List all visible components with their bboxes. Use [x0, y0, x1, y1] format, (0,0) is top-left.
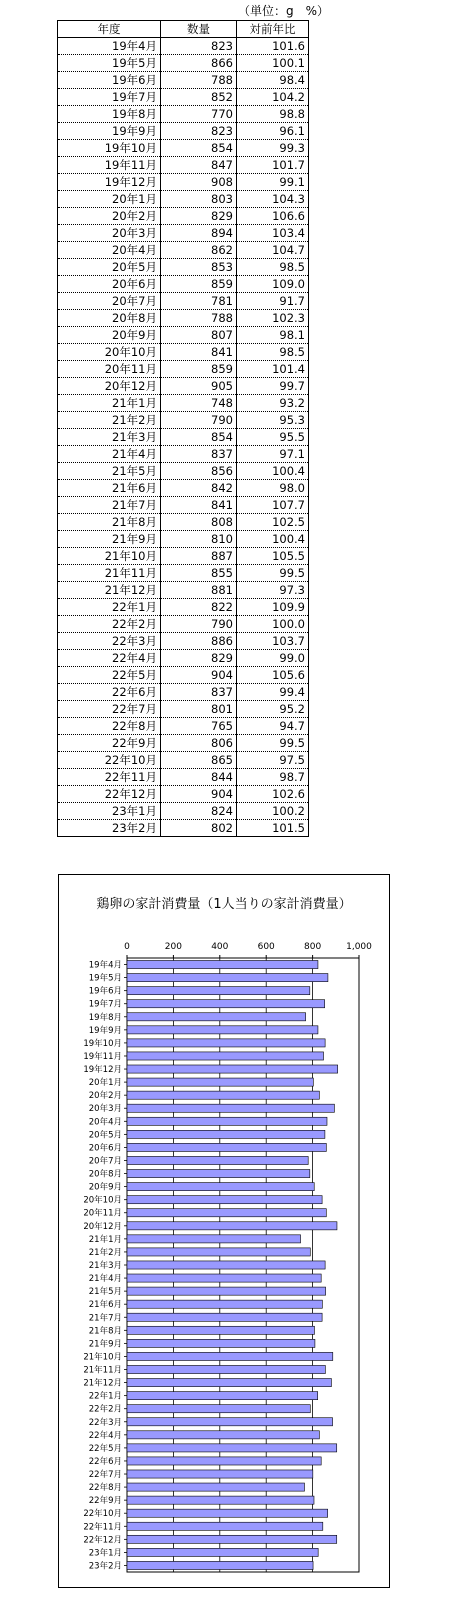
table-row [58, 735, 309, 752]
y-tick-label: 20年2月 [88, 1091, 122, 1102]
bar [127, 1078, 313, 1086]
y-tick-label: 22年6月 [88, 1456, 122, 1467]
cell-yoy: 91.7 [237, 293, 309, 310]
table-row [58, 310, 309, 327]
cell-month: 20年2月 [58, 208, 161, 225]
bar [127, 1274, 321, 1282]
table-row [58, 803, 309, 820]
x-tick-label: 600 [257, 942, 275, 952]
cell-month: 21年4月 [58, 446, 161, 463]
bar [127, 1039, 325, 1047]
cell-quantity: 855 [161, 565, 237, 582]
x-tick-label: 0 [124, 942, 130, 952]
cell-quantity: 908 [161, 174, 237, 191]
cell-month: 22年2月 [58, 616, 161, 633]
y-tick-label: 19年5月 [88, 973, 122, 984]
bar [127, 1431, 319, 1439]
cell-month: 19年4月 [58, 38, 161, 55]
y-tick-label: 21年9月 [88, 1339, 122, 1350]
y-tick-label: 21年2月 [88, 1247, 122, 1258]
cell-month: 23年2月 [58, 820, 161, 837]
cell-quantity: 853 [161, 259, 237, 276]
cell-quantity: 904 [161, 786, 237, 803]
cell-yoy: 100.1 [237, 55, 309, 72]
cell-yoy: 96.1 [237, 123, 309, 140]
bar [127, 1483, 304, 1491]
table-row [58, 565, 309, 582]
cell-month: 19年6月 [58, 72, 161, 89]
cell-quantity: 854 [161, 429, 237, 446]
bar [127, 1156, 308, 1164]
cell-quantity: 808 [161, 514, 237, 531]
table-row [58, 293, 309, 310]
table-row [58, 514, 309, 531]
cell-quantity: 905 [161, 378, 237, 395]
cell-quantity: 842 [161, 480, 237, 497]
table-row [58, 497, 309, 514]
cell-month: 19年12月 [58, 174, 161, 191]
cell-month: 21年12月 [58, 582, 161, 599]
cell-yoy: 99.5 [237, 735, 309, 752]
table-row [58, 395, 309, 412]
bar [127, 1013, 306, 1021]
y-tick-label: 21年8月 [88, 1326, 122, 1337]
cell-quantity: 788 [161, 310, 237, 327]
table-row [58, 718, 309, 735]
cell-quantity: 803 [161, 191, 237, 208]
bar [127, 1326, 314, 1334]
cell-month: 21年6月 [58, 480, 161, 497]
bar-chart [59, 875, 391, 1589]
cell-quantity: 844 [161, 769, 237, 786]
cell-month: 22年6月 [58, 684, 161, 701]
table-header-row [58, 21, 309, 38]
bar [127, 1209, 326, 1217]
cell-month: 20年1月 [58, 191, 161, 208]
cell-month: 20年3月 [58, 225, 161, 242]
cell-quantity: 837 [161, 684, 237, 701]
bar [127, 1509, 328, 1517]
cell-month: 22年10月 [58, 752, 161, 769]
bar [127, 1418, 333, 1426]
bar [127, 1313, 322, 1321]
y-tick-label: 21年6月 [88, 1300, 122, 1311]
bar [127, 1365, 325, 1373]
cell-yoy: 109.9 [237, 599, 309, 616]
cell-yoy: 99.7 [237, 378, 309, 395]
bar [127, 1091, 319, 1099]
cell-yoy: 93.2 [237, 395, 309, 412]
cell-month: 19年10月 [58, 140, 161, 157]
cell-quantity: 847 [161, 157, 237, 174]
cell-quantity: 862 [161, 242, 237, 259]
x-tick-label: 800 [304, 942, 322, 952]
cell-month: 22年9月 [58, 735, 161, 752]
y-tick-label: 23年1月 [88, 1548, 122, 1559]
cell-quantity: 852 [161, 89, 237, 106]
bar [127, 1130, 325, 1138]
y-tick-label: 23年2月 [88, 1561, 122, 1572]
cell-yoy: 99.3 [237, 140, 309, 157]
cell-yoy: 98.0 [237, 480, 309, 497]
cell-yoy: 101.4 [237, 361, 309, 378]
cell-yoy: 105.6 [237, 667, 309, 684]
y-tick-label: 19年6月 [88, 986, 122, 997]
cell-month: 20年8月 [58, 310, 161, 327]
bar [127, 1470, 313, 1478]
y-tick-label: 21年4月 [88, 1274, 122, 1285]
x-tick-label: 1,000 [346, 942, 372, 952]
table-row [58, 582, 309, 599]
bar [127, 960, 318, 968]
bar [127, 1104, 334, 1112]
cell-quantity: 866 [161, 55, 237, 72]
cell-month: 22年8月 [58, 718, 161, 735]
y-tick-label: 20年1月 [88, 1078, 122, 1089]
y-tick-label: 22年5月 [88, 1443, 122, 1454]
y-tick-label: 19年12月 [83, 1065, 122, 1076]
y-tick-label: 21年7月 [88, 1313, 122, 1324]
cell-quantity: 790 [161, 412, 237, 429]
bar [127, 1548, 318, 1556]
cell-quantity: 859 [161, 276, 237, 293]
y-tick-label: 19年11月 [83, 1051, 122, 1062]
cell-yoy: 103.7 [237, 633, 309, 650]
header-quantity: 数量 [161, 21, 237, 38]
table-row [58, 72, 309, 89]
cell-yoy: 98.5 [237, 259, 309, 276]
cell-yoy: 99.1 [237, 174, 309, 191]
cell-month: 21年10月 [58, 548, 161, 565]
table-row [58, 378, 309, 395]
cell-quantity: 859 [161, 361, 237, 378]
table-row [58, 752, 309, 769]
y-tick-label: 21年12月 [83, 1378, 122, 1389]
table-row [58, 769, 309, 786]
y-tick-label: 21年3月 [88, 1261, 122, 1271]
cell-quantity: 837 [161, 446, 237, 463]
bar [127, 1235, 301, 1243]
cell-yoy: 97.1 [237, 446, 309, 463]
cell-yoy: 101.5 [237, 820, 309, 837]
table-row [58, 225, 309, 242]
cell-yoy: 98.7 [237, 769, 309, 786]
table-row [58, 650, 309, 667]
header-year: 年度 [58, 21, 161, 38]
bar [127, 1561, 313, 1569]
table-row [58, 616, 309, 633]
cell-quantity: 841 [161, 497, 237, 514]
cell-yoy: 101.7 [237, 157, 309, 174]
data-table [57, 20, 309, 837]
cell-yoy: 98.4 [237, 72, 309, 89]
table-row [58, 242, 309, 259]
cell-yoy: 102.6 [237, 786, 309, 803]
header-yoy: 対前年比 [237, 21, 309, 38]
cell-quantity: 829 [161, 208, 237, 225]
cell-yoy: 97.5 [237, 752, 309, 769]
cell-yoy: 109.0 [237, 276, 309, 293]
cell-yoy: 100.4 [237, 463, 309, 480]
bar [127, 1496, 314, 1504]
cell-month: 21年11月 [58, 565, 161, 582]
cell-month: 22年11月 [58, 769, 161, 786]
cell-quantity: 887 [161, 548, 237, 565]
table-row [58, 633, 309, 650]
table-row [58, 480, 309, 497]
bar [127, 987, 310, 995]
table-row [58, 89, 309, 106]
bar [127, 974, 328, 982]
table-row [58, 106, 309, 123]
cell-yoy: 101.6 [237, 38, 309, 55]
cell-quantity: 765 [161, 718, 237, 735]
cell-quantity: 781 [161, 293, 237, 310]
y-tick-label: 20年10月 [83, 1195, 122, 1206]
x-tick-label: 200 [164, 942, 182, 952]
y-tick-label: 22年8月 [88, 1483, 122, 1494]
cell-month: 21年2月 [58, 412, 161, 429]
table-row [58, 38, 309, 55]
y-tick-label: 22年4月 [88, 1430, 122, 1441]
bar [127, 1196, 322, 1204]
y-tick-label: 21年10月 [83, 1352, 122, 1363]
table-row [58, 191, 309, 208]
cell-yoy: 95.2 [237, 701, 309, 718]
table-row [58, 701, 309, 718]
cell-month: 22年4月 [58, 650, 161, 667]
cell-yoy: 104.3 [237, 191, 309, 208]
cell-yoy: 104.2 [237, 89, 309, 106]
bar [127, 1379, 331, 1387]
cell-month: 19年8月 [58, 106, 161, 123]
table-row [58, 140, 309, 157]
table-row [58, 786, 309, 803]
y-tick-label: 22年7月 [88, 1470, 122, 1481]
cell-month: 20年9月 [58, 327, 161, 344]
table-row [58, 344, 309, 361]
cell-quantity: 823 [161, 123, 237, 140]
cell-quantity: 788 [161, 72, 237, 89]
table-body [58, 38, 309, 837]
y-tick-label: 20年11月 [83, 1208, 122, 1219]
cell-quantity: 790 [161, 616, 237, 633]
cell-quantity: 865 [161, 752, 237, 769]
cell-month: 19年7月 [58, 89, 161, 106]
bar [127, 1444, 337, 1452]
cell-yoy: 106.6 [237, 208, 309, 225]
cell-quantity: 770 [161, 106, 237, 123]
y-tick-label: 22年3月 [88, 1417, 122, 1428]
cell-yoy: 100.4 [237, 531, 309, 548]
y-tick-label: 20年6月 [88, 1143, 122, 1154]
y-tick-label: 20年7月 [88, 1156, 122, 1167]
cell-quantity: 801 [161, 701, 237, 718]
cell-month: 20年11月 [58, 361, 161, 378]
cell-quantity: 823 [161, 38, 237, 55]
bar [127, 1352, 333, 1360]
table-row [58, 820, 309, 837]
table-row [58, 412, 309, 429]
cell-yoy: 99.0 [237, 650, 309, 667]
cell-month: 22年3月 [58, 633, 161, 650]
cell-yoy: 98.8 [237, 106, 309, 123]
table-row [58, 276, 309, 293]
unit-label: （単位：g %） [238, 4, 330, 18]
cell-month: 20年12月 [58, 378, 161, 395]
table-row [58, 446, 309, 463]
cell-yoy: 98.1 [237, 327, 309, 344]
y-tick-label: 22年9月 [88, 1496, 122, 1507]
bar [127, 1170, 310, 1178]
cell-month: 21年9月 [58, 531, 161, 548]
cell-quantity: 824 [161, 803, 237, 820]
table-row [58, 55, 309, 72]
bar [127, 1117, 327, 1125]
cell-month: 23年1月 [58, 803, 161, 820]
cell-yoy: 100.2 [237, 803, 309, 820]
cell-month: 22年5月 [58, 667, 161, 684]
cell-month: 20年10月 [58, 344, 161, 361]
y-tick-label: 20年8月 [88, 1169, 122, 1180]
cell-yoy: 95.5 [237, 429, 309, 446]
y-tick-label: 20年3月 [88, 1104, 122, 1115]
y-tick-label: 21年5月 [88, 1287, 122, 1298]
y-tick-label: 19年4月 [88, 960, 122, 971]
bar [127, 1300, 322, 1308]
y-tick-label: 21年1月 [88, 1234, 122, 1245]
cell-month: 21年8月 [58, 514, 161, 531]
cell-yoy: 95.3 [237, 412, 309, 429]
cell-month: 19年5月 [58, 55, 161, 72]
y-tick-label: 19年8月 [88, 1012, 122, 1023]
y-tick-label: 19年7月 [88, 999, 122, 1010]
cell-quantity: 894 [161, 225, 237, 242]
y-tick-label: 22年12月 [83, 1535, 122, 1546]
bar [127, 1261, 325, 1269]
table-row [58, 123, 309, 140]
cell-month: 20年7月 [58, 293, 161, 310]
cell-yoy: 102.5 [237, 514, 309, 531]
cell-yoy: 100.0 [237, 616, 309, 633]
cell-yoy: 97.3 [237, 582, 309, 599]
cell-month: 19年9月 [58, 123, 161, 140]
cell-month: 20年5月 [58, 259, 161, 276]
table-row [58, 463, 309, 480]
bar [127, 1183, 314, 1191]
y-tick-label: 20年9月 [88, 1182, 122, 1193]
cell-yoy: 102.3 [237, 310, 309, 327]
cell-month: 21年3月 [58, 429, 161, 446]
y-tick-label: 19年9月 [88, 1025, 122, 1036]
y-tick-label: 20年4月 [88, 1117, 122, 1128]
cell-month: 20年6月 [58, 276, 161, 293]
cell-yoy: 107.7 [237, 497, 309, 514]
bar [127, 1522, 323, 1530]
cell-quantity: 802 [161, 820, 237, 837]
y-tick-label: 22年10月 [83, 1509, 122, 1520]
table-row [58, 667, 309, 684]
bar [127, 1339, 315, 1347]
cell-month: 22年1月 [58, 599, 161, 616]
cell-quantity: 829 [161, 650, 237, 667]
cell-month: 21年5月 [58, 463, 161, 480]
x-tick-label: 400 [211, 942, 229, 952]
y-tick-label: 21年11月 [83, 1365, 122, 1376]
cell-month: 21年7月 [58, 497, 161, 514]
cell-month: 19年11月 [58, 157, 161, 174]
y-tick-label: 19年10月 [83, 1038, 122, 1049]
y-tick-label: 22年2月 [88, 1404, 122, 1415]
cell-yoy: 94.7 [237, 718, 309, 735]
chart-frame [58, 874, 390, 1588]
bar [127, 1457, 321, 1465]
bar [127, 1026, 318, 1034]
cell-quantity: 904 [161, 667, 237, 684]
table-row [58, 174, 309, 191]
y-tick-label: 20年5月 [88, 1130, 122, 1141]
cell-quantity: 856 [161, 463, 237, 480]
cell-yoy: 99.5 [237, 565, 309, 582]
cell-quantity: 886 [161, 633, 237, 650]
cell-yoy: 98.5 [237, 344, 309, 361]
bar [127, 1405, 310, 1413]
cell-yoy: 105.5 [237, 548, 309, 565]
cell-quantity: 854 [161, 140, 237, 157]
cell-month: 22年12月 [58, 786, 161, 803]
table-row [58, 157, 309, 174]
bar [127, 1287, 326, 1295]
bar [127, 1248, 310, 1256]
table-row [58, 531, 309, 548]
cell-month: 22年7月 [58, 701, 161, 718]
bar [127, 1143, 326, 1151]
table-row [58, 599, 309, 616]
cell-quantity: 810 [161, 531, 237, 548]
y-tick-label: 20年12月 [83, 1221, 122, 1232]
table-row [58, 429, 309, 446]
bar [127, 1535, 337, 1543]
cell-month: 21年1月 [58, 395, 161, 412]
cell-quantity: 748 [161, 395, 237, 412]
y-tick-label: 22年1月 [88, 1391, 122, 1402]
cell-quantity: 881 [161, 582, 237, 599]
table-row [58, 548, 309, 565]
table-row [58, 361, 309, 378]
chart-title: 鶏卵の家計消費量（1人当りの家計消費量） [96, 897, 352, 912]
cell-yoy: 99.4 [237, 684, 309, 701]
bar [127, 1000, 325, 1008]
cell-month: 20年4月 [58, 242, 161, 259]
bar [127, 1052, 324, 1060]
table-row [58, 259, 309, 276]
y-tick-label: 22年11月 [83, 1522, 122, 1533]
cell-yoy: 104.7 [237, 242, 309, 259]
bar [127, 1392, 318, 1400]
cell-yoy: 103.4 [237, 225, 309, 242]
cell-quantity: 822 [161, 599, 237, 616]
bar [127, 1065, 338, 1073]
cell-quantity: 806 [161, 735, 237, 752]
cell-quantity: 807 [161, 327, 237, 344]
bar [127, 1222, 337, 1230]
table-row [58, 327, 309, 344]
cell-quantity: 841 [161, 344, 237, 361]
table-row [58, 208, 309, 225]
table-row [58, 684, 309, 701]
